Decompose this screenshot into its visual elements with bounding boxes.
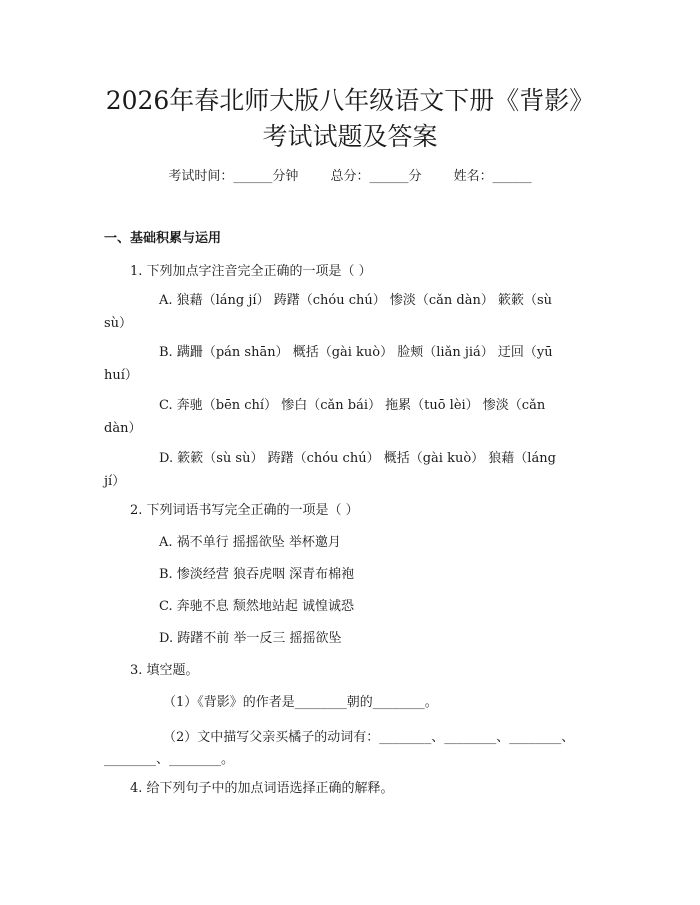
q1-option-c: C. 奔驰（bēn chí） 惨白（cǎn bái） 拖累（tuō lèi） 惨淡（cǎn <box>159 398 546 413</box>
q2-option-d: D. 踌躇不前 举一反三 摇摇欲坠 <box>159 631 342 646</box>
q2-option-c: C. 奔驰不息 颓然地站起 诚惶诚恐 <box>159 599 355 614</box>
q1-option-d: D. 簌簌（sù sù） 踌躇（chóu chú） 概括（gài kuò） 狼藉（láng <box>159 451 556 466</box>
q2-option-a: A. 祸不单行 摇摇欲坠 举杯邀月 <box>159 535 341 550</box>
document-title-line2: 考试试题及答案 <box>262 122 438 151</box>
q3-subquestion-2-wrap: ________、________。 <box>104 752 235 767</box>
exam-time-field: 考试时间：______分钟 <box>168 169 299 184</box>
total-score-field: 总分：______分 <box>330 169 422 184</box>
q3-subquestion-2: （2）文中描写父亲买橘子的动词有：________、________、________、 <box>163 730 575 745</box>
q1-option-b-wrap: huí） <box>104 368 138 383</box>
q1-option-a-wrap: sù） <box>104 316 133 331</box>
document-title-line1: 2026年春北师大版八年级语文下册《背影》 <box>105 86 595 115</box>
q1-option-c-wrap: dàn） <box>104 421 142 436</box>
q1-option-b: B. 蹒跚（pán shān） 概括（gài kuò） 脸颊（liǎn jiá） 迂回（yū <box>159 345 553 360</box>
question-4-stem: 4. 给下列句子中的加点词语选择正确的解释。 <box>130 781 394 796</box>
question-2-stem: 2. 下列词语书写完全正确的一项是（ ） <box>130 503 359 518</box>
q3-subquestion-1: （1）《背影》的作者是________朝的________。 <box>163 695 438 710</box>
question-3-stem: 3. 填空题。 <box>130 663 199 678</box>
exam-info-bar <box>0 168 700 186</box>
student-name-field: 姓名：______ <box>453 169 532 184</box>
question-1-stem: 1. 下列加点字注音完全正确的一项是（ ） <box>130 264 372 279</box>
section-heading-basics: 一、基础积累与运用 <box>104 231 222 246</box>
q1-option-a: A. 狼藉（láng jí） 踌躇（chóu chú） 惨淡（cǎn dàn） 簌簌（sù <box>159 293 553 308</box>
q1-option-d-wrap: jí） <box>104 474 126 489</box>
q2-option-b: B. 惨淡经营 狼吞虎咽 深青布棉袍 <box>159 567 355 582</box>
